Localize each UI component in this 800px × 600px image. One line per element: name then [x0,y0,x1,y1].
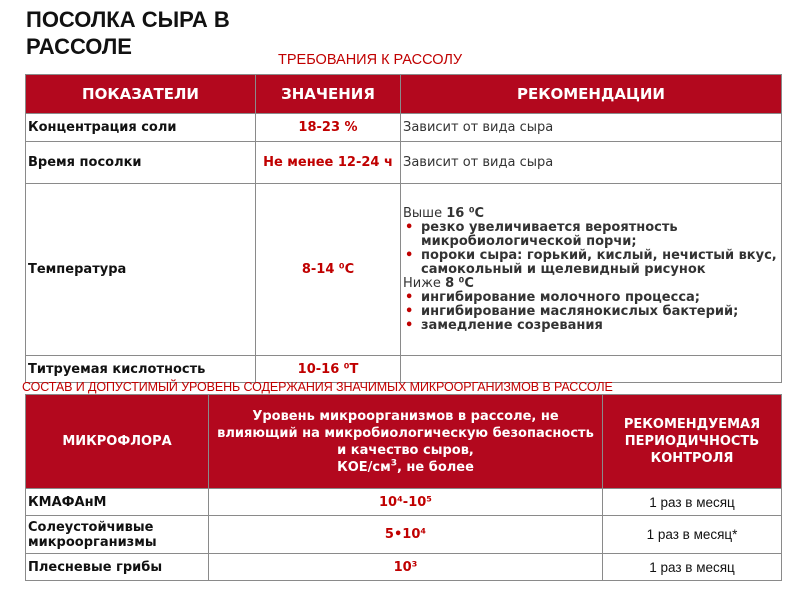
recommendation-cell: Зависит от вида сыра [401,142,782,184]
table-header-row [26,75,782,114]
period-cell: 1 раз в месяц [603,554,782,581]
indicator-cell: Температура [26,184,256,356]
brine-requirements-table [25,74,782,383]
table-row [26,356,782,383]
microorganisms-subtitle: СОСТАВ И ДОПУСТИМЫЙ УРОВЕНЬ СОДЕРЖАНИЯ ЗНАЧИМЫХ МИКРООРГАНИЗМОВ В РАССОЛЕ [22,380,613,394]
value-cell: 8-14 ⁰С [256,184,401,356]
below-value: 8 ⁰С [445,276,474,291]
header-microflora: МИКРОФЛОРА [26,395,209,489]
table-row [26,554,782,581]
recommendation-cell [401,356,782,383]
header-period: РЕКОМЕНДУЕМАЯ ПЕРИОДИЧНОСТЬ КОНТРОЛЯ [603,395,782,489]
requirements-subtitle: ТРЕБОВАНИЯ К РАССОЛУ [278,52,463,68]
header-values: ЗНАЧЕНИЯ [256,75,401,114]
table-header-row [26,395,782,489]
table-row [26,489,782,516]
microflora-cell: Плесневые грибы [26,554,209,581]
period-cell: 1 раз в месяц [603,489,782,516]
period-cell: 1 раз в месяц* [603,516,782,554]
indicator-cell: Концентрация соли [26,114,256,142]
above-value: 16 ⁰С [446,206,485,221]
above-list [403,221,777,277]
header-level [209,395,603,489]
header-indicators: ПОКАЗАТЕЛИ [26,75,256,114]
below-label: Ниже [403,276,441,291]
value-cell: 10-16 ⁰Т [256,356,401,383]
indicator-cell: Время посолки [26,142,256,184]
indicator-cell: Титруемая кислотность [26,356,256,383]
list-item: • ингибирование молочного процесса; [403,291,777,305]
level-cell: 10³ [209,554,603,581]
list-item: • ингибирование маслянокислых бактерий; [403,305,777,319]
header-level-unit: КОЕ/см [337,459,391,475]
recommendation-cell: Зависит от вида сыра [401,114,782,142]
microflora-cell: КМАФАнМ [26,489,209,516]
header-level-tail: , не более [396,459,474,475]
list-item: • резко увеличивается вероятность микробиологической порчи; [403,221,777,249]
table-row [26,114,782,142]
microflora-cell: Солеустойчивые микроорганизмы [26,516,209,554]
level-cell: 10⁴-10⁵ [209,489,603,516]
page-title: ПОСОЛКА СЫРА В РАССОЛЕ [26,7,230,59]
temperature-recommendation-cell [401,184,782,356]
value-cell: 18-23 % [256,114,401,142]
level-cell: 5•10⁴ [209,516,603,554]
below-list [403,291,777,333]
table-row [26,516,782,554]
table-row [26,184,782,356]
list-item: • замедление созревания [403,319,777,333]
table-row [26,142,782,184]
value-cell: Не менее 12-24 ч [256,142,401,184]
above-label: Выше [403,206,443,221]
header-level-unit-sup: 3 [390,458,397,469]
header-level-text: Уровень микроорганизмов в рассоле, не влияющий на микробиологическую безопасность и качество сыров, [217,408,594,458]
list-item: • пороки сыра: горький, кислый, нечистый вкус, самокольный и щелевидный рисунок [403,249,777,277]
microflora-table [25,394,782,581]
header-recommendations: РЕКОМЕНДАЦИИ [401,75,782,114]
